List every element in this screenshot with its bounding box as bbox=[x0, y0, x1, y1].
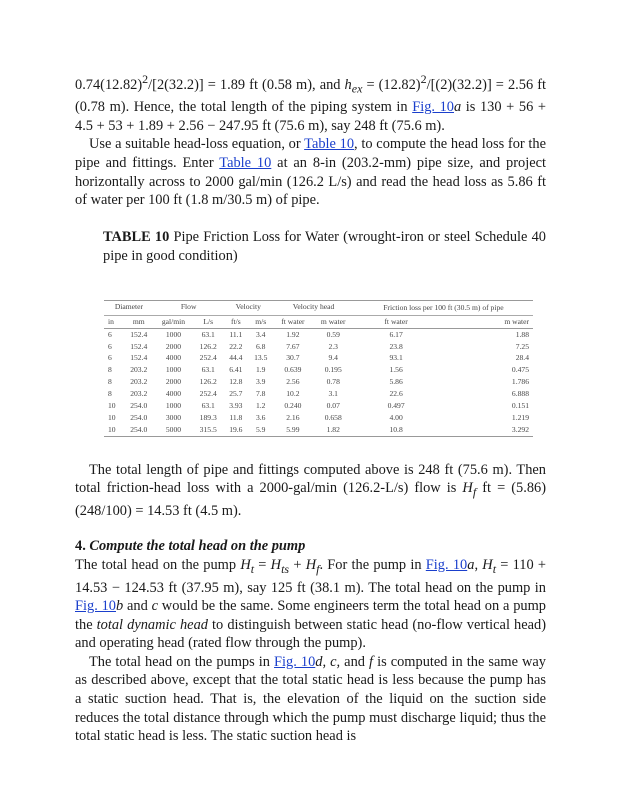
table-cell: 4000 bbox=[165, 389, 182, 399]
table-cell: 4000 bbox=[165, 353, 182, 363]
table-cell: 6.17 bbox=[389, 329, 403, 339]
table-cell: 3000 bbox=[165, 412, 182, 422]
table-cell: 0.151 bbox=[511, 401, 529, 411]
table-cell: 7.8 bbox=[255, 389, 266, 399]
table-cell: 0.639 bbox=[284, 365, 302, 375]
table-row bbox=[104, 400, 533, 412]
table-cell: 5000 bbox=[154, 424, 193, 436]
table-cell: 252.4 bbox=[199, 389, 217, 399]
table-cell: 10.8 bbox=[354, 424, 439, 436]
table-cell: 252.4 bbox=[199, 353, 217, 363]
paragraph-head-loss: Use a suitable head-loss equation, or Table 10, to compute the head loss for the pipe and fittings. Enter Table 10 at an 8-in (203.2-mm) pipe size, and project horizontally across to 2000 gal/min (126.2 L/s) and read the head loss as 5.86 ft of water per 100 ft (1.8 m/30.5 m) of pipe. bbox=[75, 136, 547, 209]
table-cell: 3.93 bbox=[229, 401, 243, 411]
table-cell: 11.8 bbox=[229, 412, 243, 422]
paragraph-friction-total: The total length of pipe and fittings computed above is 248 ft (75.6 m). Then total friction-head loss with a 2000-gal/min (126.2-L/s) flow is $H_f$ ft = (5.86)(248/100) = 14.53 ft (4.5 m). bbox=[75, 461, 547, 519]
table-cell: 1.82 bbox=[313, 424, 354, 436]
table-cell: 203.2 bbox=[130, 365, 148, 375]
table-cell: 28.4 bbox=[515, 353, 529, 363]
col-group-flow: Flow bbox=[154, 300, 223, 315]
table-cell: 2.56 bbox=[286, 377, 300, 387]
table-cell: 63.1 bbox=[201, 365, 215, 375]
table-cell: 1.88 bbox=[515, 329, 529, 339]
table-cell: 6.888 bbox=[511, 389, 529, 399]
col-group-velocity-head: Velocity head bbox=[273, 300, 354, 315]
table-10-link[interactable]: Table 10 bbox=[304, 136, 355, 153]
table-cell: 126.2 bbox=[199, 377, 217, 387]
table-caption: TABLE 10 Pipe Friction Loss for Water (wrought-iron or steel Schedule 40 pipe in good condition) bbox=[103, 228, 546, 264]
table-cell: 1000 bbox=[165, 329, 182, 339]
col-group-diameter: Diameter bbox=[104, 300, 154, 315]
table-cell: 203.2 bbox=[130, 389, 148, 399]
table-cell: 0.240 bbox=[284, 401, 302, 411]
table-cell: 3.9 bbox=[255, 377, 266, 387]
table-cell: 126.2 bbox=[199, 341, 217, 351]
table-cell: 0.497 bbox=[387, 401, 405, 411]
table-row bbox=[104, 352, 533, 364]
table-cell: 2000 bbox=[165, 341, 182, 351]
table-cell: 2.16 bbox=[286, 412, 300, 422]
table-cell: 152.4 bbox=[130, 353, 148, 363]
table-cell: 63.1 bbox=[201, 329, 215, 339]
paragraph-velocity-head: $0.74(12.82)^2/[2(32.2)] = 1.89$ ft (0.58 m), and $h_{ex} = (12.82)^2/[(2)(32.2)] = 2.56$ ft (0.78 m). Hence, the total length of the piping system in Fig. 10a is 130 + 56 + 4.5 + 53 + 1.89 + 2.56 − 247.95 ft (75.6 m), say 248 ft (75.6 m). bbox=[75, 72, 547, 134]
table-cell: 30.7 bbox=[286, 353, 300, 363]
table-cell: 1.56 bbox=[389, 365, 403, 375]
table-cell: 10.2 bbox=[286, 389, 300, 399]
table-cell: 254.0 bbox=[130, 401, 148, 411]
friction-loss-table bbox=[104, 300, 533, 437]
fig-10-link[interactable]: Fig. 10 bbox=[274, 653, 316, 670]
table-cell: 2000 bbox=[165, 377, 182, 387]
table-cell: 1000 bbox=[165, 401, 182, 411]
table-cell: 6 bbox=[108, 353, 112, 363]
table-cell: 6.41 bbox=[229, 365, 243, 375]
section-heading: 4. Compute the total head on the pump bbox=[75, 538, 306, 555]
table-cell: 5.9 bbox=[248, 424, 273, 436]
table-cell: 25.7 bbox=[229, 389, 243, 399]
table-cell: 315.5 bbox=[193, 424, 223, 436]
table-cell: 9.4 bbox=[328, 353, 338, 363]
table-cell: 3.1 bbox=[328, 389, 338, 399]
table-cell: 23.8 bbox=[389, 341, 403, 351]
table-cell: 0.195 bbox=[324, 365, 342, 375]
table-row bbox=[104, 376, 533, 388]
table-cell: 11.1 bbox=[229, 329, 243, 339]
table-cell: 152.4 bbox=[130, 341, 148, 351]
table-cell: 22.6 bbox=[389, 389, 403, 399]
table-cell: 7.67 bbox=[286, 341, 300, 351]
paragraph-suction-head: The total head on the pumps in Fig. 10d, c, and f is computed in the same way as described above, except that the total static head is less because the pump has a static suction head. That is, the elevation of the liquid on the suction side reduces the total distance through which the pump must discharge liquid; thus the total static head is less. The static suction head is bbox=[75, 653, 546, 745]
table-cell: 254.0 bbox=[124, 424, 154, 436]
table-cell: 4.00 bbox=[389, 412, 403, 422]
table-cell: 1.92 bbox=[286, 329, 300, 339]
table-cell: 1.2 bbox=[255, 401, 266, 411]
table-row bbox=[104, 328, 533, 340]
fig-10-link[interactable]: Fig. 10 bbox=[425, 557, 468, 574]
table-cell: 10 bbox=[108, 412, 116, 422]
table-cell: 152.4 bbox=[130, 329, 148, 339]
table-cell: 3.6 bbox=[255, 412, 266, 422]
table-cell: 254.0 bbox=[130, 412, 148, 422]
table-cell: 6 bbox=[108, 329, 112, 339]
col-group-friction: Friction loss per 100 ft (30.5 m) of pipe bbox=[354, 300, 533, 315]
table-cell: 5.99 bbox=[273, 424, 312, 436]
table-cell: 1.786 bbox=[511, 377, 529, 387]
table-cell: 6 bbox=[108, 341, 112, 351]
table-cell: 44.4 bbox=[229, 353, 243, 363]
table-cell: 93.1 bbox=[389, 353, 403, 363]
table-cell: 3.4 bbox=[255, 329, 266, 339]
table-cell: 0.658 bbox=[324, 412, 342, 422]
table-cell: 8 bbox=[108, 377, 112, 387]
table-cell: 10 bbox=[108, 401, 116, 411]
table-cell: 10 bbox=[104, 424, 124, 436]
table-cell: 0.78 bbox=[326, 377, 340, 387]
table-row bbox=[104, 341, 533, 353]
table-cell: 12.8 bbox=[229, 377, 243, 387]
table-row bbox=[104, 364, 533, 376]
table-cell: 2.3 bbox=[328, 341, 338, 351]
table-cell: 1.219 bbox=[511, 412, 529, 422]
fig-10-link[interactable]: Fig. 10 bbox=[75, 598, 116, 615]
table-cell: 1.9 bbox=[255, 365, 266, 375]
units-row: in mm gal/min L/s ft/s m/s ft water m water ft water m water bbox=[104, 315, 533, 328]
table-cell: 8 bbox=[108, 389, 112, 399]
table-10-link[interactable]: Table 10 bbox=[219, 155, 272, 172]
table-cell: 3.292 bbox=[438, 424, 533, 436]
table-cell: 1000 bbox=[165, 365, 182, 375]
paragraph-total-head: The total head on the pump $H_t = H_{ts} + H_f$. For the pump in Fig. 10a, $H_t = 110 + 14.53 - 124.53$ ft (37.95 m), say 125 ft (38.1 m). The total head on the pump in Fig. 10b and c would be the same. Some engineers term the total head on a pump the total dynamic head to distinguish between static head (no-flow vertical head) and operating head (rated flow through the pump). bbox=[75, 557, 547, 652]
table-cell: 0.07 bbox=[326, 401, 340, 411]
table-cell: 189.3 bbox=[199, 412, 217, 422]
table-cell: 0.59 bbox=[326, 329, 340, 339]
table-cell: 5.86 bbox=[389, 377, 403, 387]
table-row bbox=[104, 412, 533, 424]
table-cell: 22.2 bbox=[229, 341, 243, 351]
table-cell: 8 bbox=[108, 365, 112, 375]
table-row bbox=[104, 424, 533, 436]
table-cell: 6.8 bbox=[255, 341, 266, 351]
page-content bbox=[75, 70, 546, 746]
table-cell: 19.6 bbox=[223, 424, 248, 436]
table-cell: 0.475 bbox=[511, 365, 529, 375]
table-row bbox=[104, 388, 533, 400]
table-cell: 203.2 bbox=[130, 377, 148, 387]
table-cell: 63.1 bbox=[201, 401, 215, 411]
table-cell: 13.5 bbox=[254, 353, 268, 363]
col-group-velocity: Velocity bbox=[223, 300, 273, 315]
table-cell: 7.25 bbox=[515, 341, 529, 351]
fig-10-link[interactable]: Fig. 10 bbox=[412, 99, 454, 116]
